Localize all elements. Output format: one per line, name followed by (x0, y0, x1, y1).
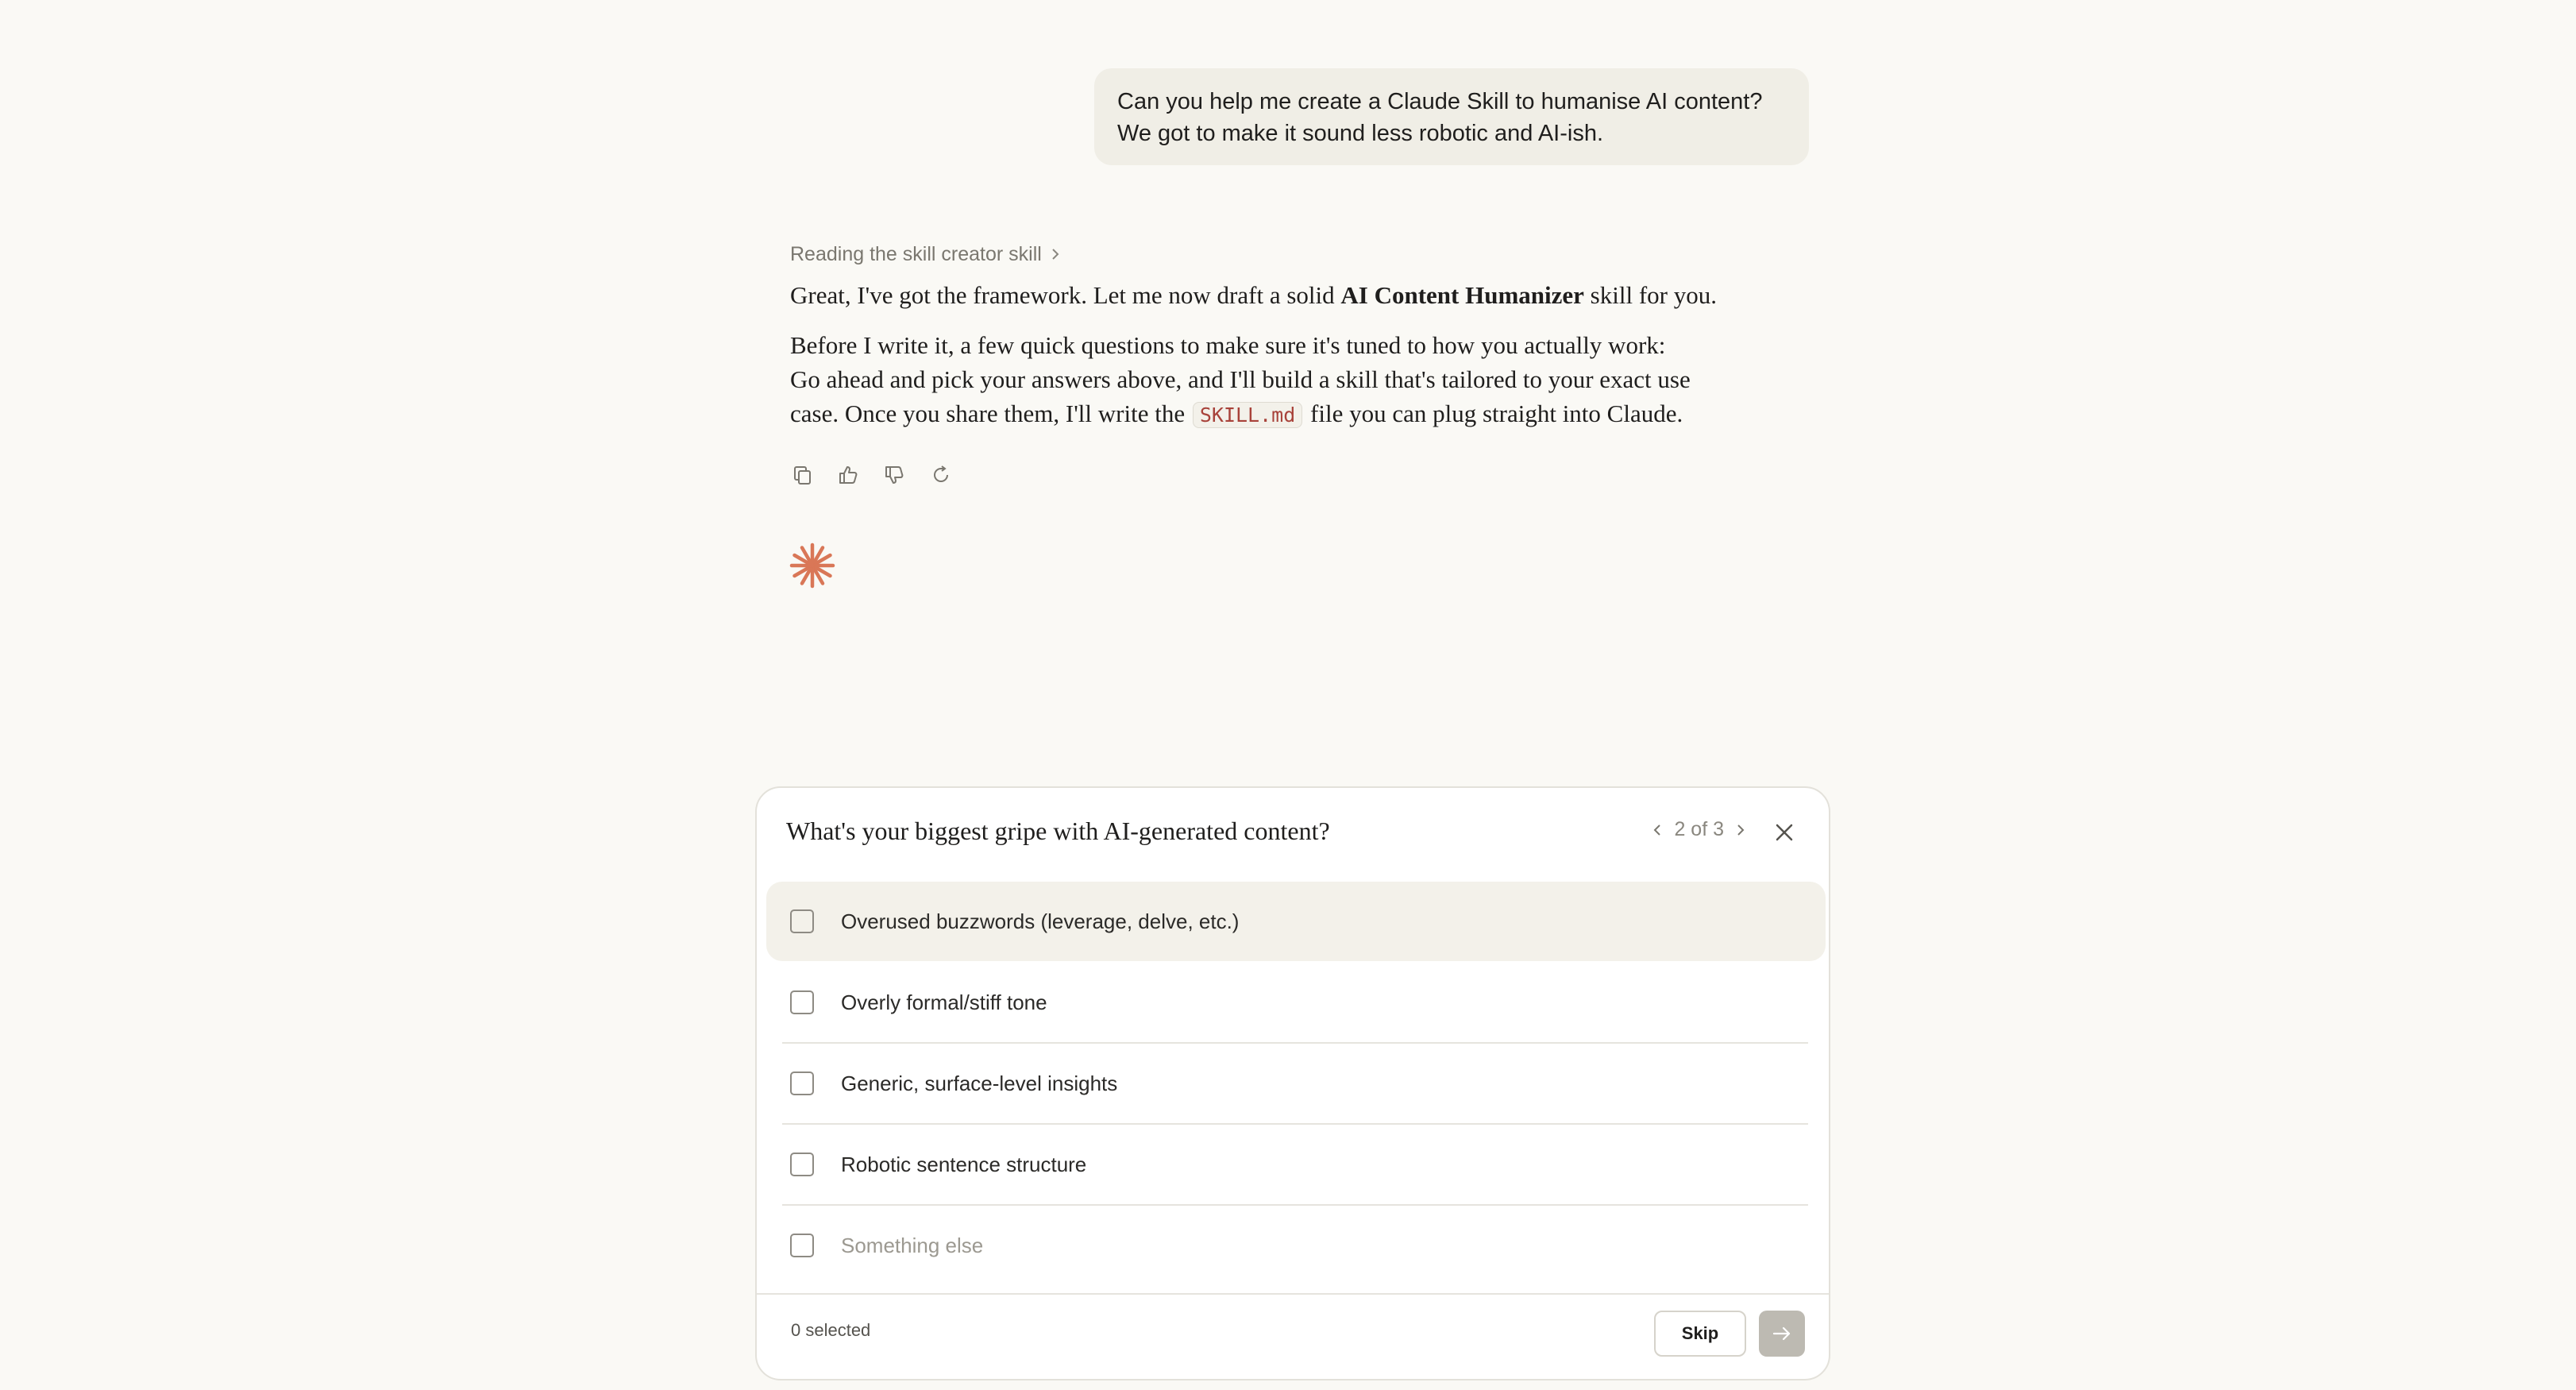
option-label: Generic, surface-level insights (841, 1071, 1118, 1095)
assistant-paragraph-1 (790, 278, 1717, 312)
assistant-paragraph-2 (790, 328, 1775, 432)
claude-spark-icon (789, 542, 836, 589)
chevron-right-icon (1050, 246, 1061, 262)
thinking-label: Reading the skill creator skill (790, 242, 1042, 265)
assistant-text: file you can plug straight into Claude. (1304, 400, 1683, 427)
option-label: Overused buzzwords (leverage, delve, etc.) (841, 909, 1240, 933)
option-label: Overly formal/stiff tone (841, 990, 1047, 1014)
thinking-toggle[interactable] (790, 238, 1061, 270)
thumbs-up-icon[interactable] (836, 462, 862, 488)
question-pager (1652, 818, 1746, 841)
checkbox[interactable] (790, 1153, 814, 1176)
assistant-text: skill for you. (1583, 281, 1717, 309)
user-message-line: Can you help me create a Claude Skill to humanise AI content? (1117, 89, 1763, 114)
checkbox[interactable] (790, 990, 814, 1014)
user-message-line: We got to make it sound less robotic and AI-ish. (1117, 121, 1604, 146)
skill-name: AI Content Humanizer (1340, 281, 1584, 309)
assistant-text: Great, I've got the framework. Let me now draft a solid (790, 281, 1341, 309)
question-panel (755, 786, 1830, 1380)
other-input[interactable]: Something else (841, 1233, 984, 1257)
question-title: What's your biggest gripe with AI-generated content? (786, 817, 1330, 845)
pager-label: 2 of 3 (1674, 818, 1724, 840)
inline-code: SKILL.md (1193, 402, 1302, 428)
option-formal-tone[interactable] (766, 963, 1826, 1042)
chevron-right-icon[interactable] (1735, 821, 1746, 839)
checkbox[interactable] (790, 909, 814, 933)
retry-icon[interactable] (928, 462, 954, 488)
thumbs-down-icon[interactable] (882, 462, 908, 488)
option-robotic-structure[interactable] (766, 1125, 1826, 1204)
assistant-line (790, 396, 1775, 432)
assistant-line: Go ahead and pick your answers above, and I'll build a skill that's tailored to your exact use (790, 365, 1691, 393)
skip-button[interactable]: Skip (1654, 1311, 1746, 1357)
assistant-text: case. Once you share them, I'll write the (790, 400, 1191, 427)
user-message-bubble (1094, 68, 1809, 165)
option-overused-buzzwords[interactable] (766, 882, 1826, 961)
message-actions (790, 462, 954, 488)
checkbox[interactable] (790, 1234, 814, 1257)
footer-divider (757, 1293, 1829, 1295)
copy-icon[interactable] (790, 462, 816, 488)
assistant-line: Before I write it, a few quick questions to make sure it's tuned to how you actually work: (790, 331, 1666, 359)
next-button[interactable] (1759, 1311, 1805, 1357)
selected-count: 0 selected (791, 1320, 871, 1340)
chevron-left-icon[interactable] (1652, 821, 1663, 839)
option-label: Robotic sentence structure (841, 1152, 1087, 1176)
close-icon[interactable] (1772, 820, 1797, 845)
arrow-right-icon (1772, 1326, 1792, 1342)
option-generic-insights[interactable] (766, 1044, 1826, 1123)
option-something-else[interactable] (766, 1206, 1826, 1285)
checkbox[interactable] (790, 1071, 814, 1095)
